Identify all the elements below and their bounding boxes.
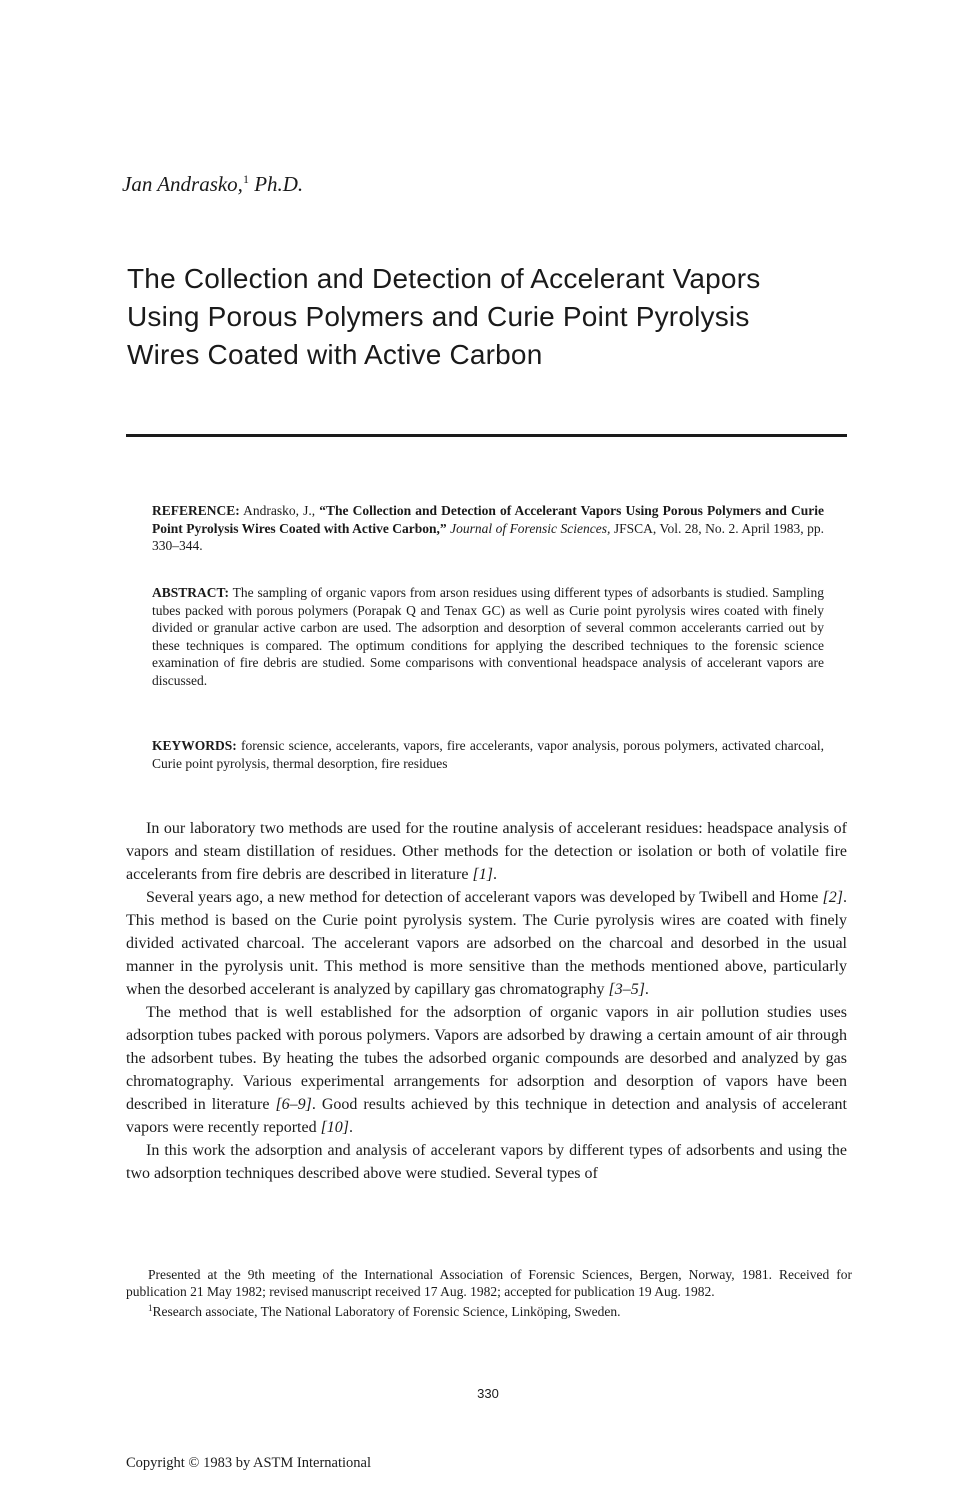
- page-number: 330: [477, 1386, 499, 1401]
- paragraph-text: .: [492, 866, 497, 883]
- paragraph-text: In our laboratory two methods are used for the routine analysis of accelerant residues: headspace analysis of vapors and steam distillation of residues. Other methods for the detection or isolation or both of volatile fire accelerants from fire debris are described in literature: [126, 820, 847, 883]
- copyright-notice: Copyright © 1983 by ASTM International: [126, 1455, 372, 1471]
- footnote-presented: Presented at the 9th meeting of the International Association of Forensic Sciences, Bergen, Norway, 1981. Received for publication 21 May 1982; revised manuscript received 17 Aug. 1982; accepted for publication 19 Aug. 1982.: [126, 1267, 852, 1299]
- citation: [2]: [822, 889, 843, 906]
- title-divider: [126, 434, 847, 437]
- title-line: The Collection and Detection of Accelerant Vapors: [127, 263, 761, 294]
- abstract-block: [152, 584, 824, 689]
- citation: [6–9]: [275, 1096, 312, 1113]
- keywords-block: [152, 737, 824, 772]
- paragraph-text: . This method is based on the Curie point pyrolysis system. The Curie pyrolysis wires are coated with finely divided activated charcoal. The accelerant vapors are adsorbed on the charcoal and desorbed in the usual manner in the pyrolysis unit. This method is more sensitive than the methods mentioned above, particularly when the desorbed accelerant is analyzed by capillary gas chromatography: [126, 889, 847, 998]
- footnote-affiliation-line: [126, 1300, 852, 1320]
- paragraph-text: . Good results achieved by this technique in detection and analysis of accelerant vapors were recently reported: [126, 1096, 847, 1136]
- keywords-label: KEYWORDS:: [152, 738, 237, 753]
- author-name: Jan Andrasko,: [122, 172, 243, 196]
- reference-block: [152, 502, 824, 555]
- body-paragraph: [126, 1001, 847, 1139]
- author-degree: Ph.D.: [254, 172, 304, 196]
- reference-article-title: “The Collection and Detection of Accelerant Vapors Using Porous Polymers and Curie Point Pyrolysis Wires Coated with Active Carbon,”: [152, 503, 824, 536]
- citation: [3–5]: [608, 981, 645, 998]
- paragraph-text: .: [644, 981, 649, 998]
- paragraph-text: Several years ago, a new method for detection of accelerant vapors was developed by Twibell and Home: [146, 889, 823, 906]
- author-footnote-mark: 1: [242, 172, 249, 186]
- reference-details: JFSCA, Vol. 28, No. 2. April 1983, pp. 330–344.: [152, 520, 825, 553]
- title-line: Using Porous Polymers and Curie Point Pyrolysis: [127, 301, 750, 332]
- footnote-affiliation: Research associate, The National Laboratory of Forensic Science, Linköping, Sweden.: [152, 1304, 621, 1319]
- abstract-label: ABSTRACT:: [152, 585, 230, 600]
- reference-journal: Journal of Forensic Sciences,: [450, 520, 611, 536]
- citation: [10]: [320, 1119, 350, 1136]
- body-paragraph: [126, 817, 847, 886]
- footnotes: [126, 1266, 852, 1320]
- keywords-text: forensic science, accelerants, vapors, fire accelerants, vapor analysis, porous polymers, activated charcoal, Curie point pyrolysis, thermal desorption, fire residues: [152, 738, 824, 771]
- author-line: [122, 172, 303, 197]
- footnote-mark: 1: [148, 1303, 153, 1313]
- title-line: Wires Coated with Active Carbon: [127, 339, 543, 370]
- abstract-text: The sampling of organic vapors from arson residues using different types of adsorbants is studied. Sampling tubes packed with porous polymers (Porapak Q and Tenax GC) as well as Curie point pyrolysis wires coated with finely divided or granular active carbon are used. The adsorption and desorption of several common accelerants carried out by these techniques is compared. The optimum conditions for applying the described techniques to the forensic science examination of fire debris are studied. Some comparisons with conventional headspace analysis of accelerant vapors are discussed.: [152, 585, 824, 688]
- paragraph-text: The method that is well established for the adsorption of organic vapors in air pollution studies uses adsorption tubes packed with porous polymers. Vapors are adsorbed by drawing a certain amount of air through the adsorbent tubes. By heating the tubes the adsorbed organic compounds are desorbed and analyzed by gas chromatography. Various experimental arrangements for adsorption and desorption of vapors have been described in literature: [126, 1004, 847, 1113]
- citation: [1]: [472, 866, 493, 883]
- body-paragraph: In this work the adsorption and analysis of accelerant vapors by different types of adsorbents and using the two adsorption techniques described above were studied. Several types of: [126, 1142, 847, 1182]
- reference-label: REFERENCE:: [152, 503, 240, 518]
- body-paragraph: [126, 886, 847, 1001]
- paragraph-text: .: [349, 1119, 354, 1136]
- article-body: [126, 817, 847, 1185]
- reference-authors: Andrasko, J.,: [243, 503, 316, 518]
- article-title: [127, 260, 857, 374]
